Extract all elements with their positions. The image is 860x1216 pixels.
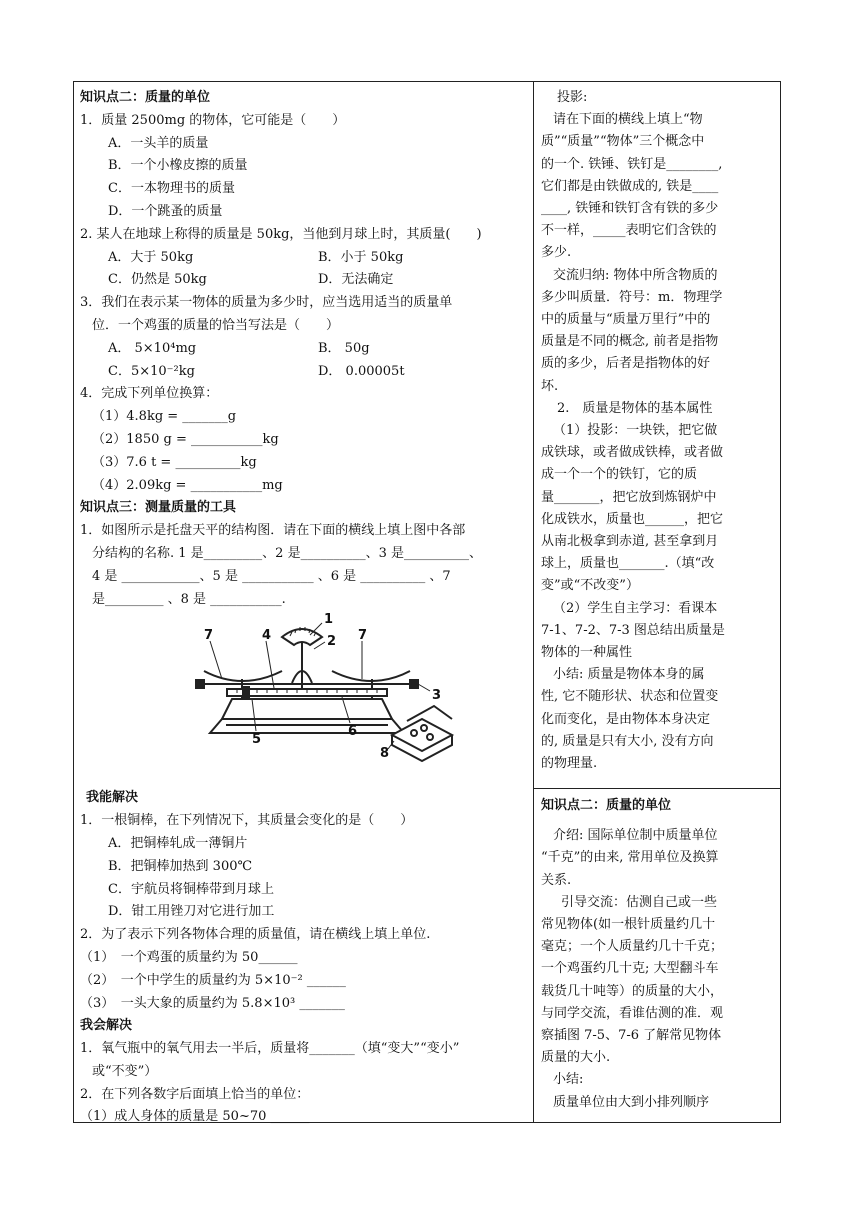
- section-title: 我能解决: [86, 790, 139, 806]
- option-text: D．钳工用锉刀对它进行加工: [108, 904, 275, 920]
- conversion-item: （2）1850 g = ___________kg: [92, 431, 279, 447]
- note-line: 变”或“不改变”）: [541, 578, 639, 594]
- fill-item: （2） 一个中学生的质量约为 5×10⁻² ______: [80, 972, 346, 988]
- note-line: 一个鸡蛋约几十克; 大型翻斗车: [541, 961, 719, 977]
- balance-base: [210, 699, 404, 733]
- note-line: 载货几十吨等）的质量的大小，: [541, 983, 724, 999]
- option-text: C．一本物理书的质量: [108, 181, 235, 197]
- note-line: 多少.: [541, 245, 572, 261]
- weights-box: [392, 706, 452, 761]
- diagram-label: 3: [432, 688, 442, 703]
- diagram-label: 4: [262, 628, 272, 643]
- note-line: ____, 铁锤和铁钉含有铁的多少: [541, 201, 719, 217]
- option-text: A． 5×10⁴mg: [108, 340, 197, 356]
- note-line: 引导交流：估测自己或一些: [561, 894, 718, 910]
- note-line: 察插图 7-5、7-6 了解常见物体: [541, 1028, 722, 1044]
- note-line: 质量的大小.: [541, 1050, 611, 1066]
- option-text: A．把铜棒轧成一薄铜片: [108, 835, 248, 851]
- note-line: 从南北极拿到赤道, 甚至拿到月: [541, 534, 719, 550]
- diagram-label: 6: [348, 724, 358, 739]
- note-line: 质量是不同的概念, 前者是指物: [541, 334, 719, 350]
- teaching-notes-column: [534, 82, 780, 1122]
- balance-beam: [196, 680, 418, 696]
- option-text: C．宇航员将铜棒带到月球上: [108, 881, 274, 897]
- note-line: 与同学交流，看谁估测的准．观: [541, 1005, 724, 1021]
- note-line: 球上，质量也_______.（填“改: [541, 556, 715, 572]
- question-text: 分结构的名称. 1 是_________、2 是__________、3 是__________、: [92, 545, 482, 561]
- section-title: 知识点二：质量的单位: [541, 798, 672, 813]
- diagram-label: 8: [380, 746, 390, 761]
- note-line: 关系.: [541, 872, 572, 888]
- option-text: D． 0.00005t: [318, 363, 405, 379]
- question-text: 是_________ 、8 是 ___________.: [92, 591, 286, 607]
- balance-rider: [242, 686, 250, 698]
- note-line: 中的质量与“质量万里行”中的: [541, 312, 711, 328]
- note-line: 的物理量.: [541, 756, 598, 772]
- note-line: 的, 质量是只有大小, 没有方向: [541, 733, 714, 749]
- diagram-label: 5: [252, 732, 262, 747]
- note-line: 小结:: [553, 1072, 584, 1088]
- note-line: （2）学生自主学习：看课本: [553, 600, 718, 616]
- note-line: 不一样，_____表明它们含铁的: [541, 223, 717, 239]
- section-title: 我会解决: [80, 1018, 133, 1034]
- note-line: 坏.: [541, 378, 559, 394]
- conversion-item: （4）2.09kg = ___________mg: [92, 477, 283, 493]
- option-text: A．大于 50kg: [108, 249, 194, 265]
- note-line: 介绍: 国际单位制中质量单位: [553, 828, 718, 844]
- question-text: 2. 某人在地球上称得的质量是 50kg，当他到月球上时，其质量( ): [80, 226, 482, 242]
- section-title: 知识点三：测量质量的工具: [80, 500, 237, 516]
- note-line: 它们都是由铁做成的, 铁是____: [541, 178, 719, 194]
- note-line: 的一个. 铁锤、铁钉是________,: [541, 156, 723, 172]
- teaching-notes-unit-section: [534, 788, 780, 1124]
- note-line: 成铁球，或者做成铁棒，或者做: [541, 445, 724, 461]
- section-title: 知识点二：质量的单位: [80, 90, 211, 105]
- option-text: C．5×10⁻²kg: [108, 363, 195, 379]
- note-line: 多少叫质量．符号：m．物理学: [541, 289, 723, 305]
- note-line: 化成铁水，质量也______，把它: [541, 511, 724, 527]
- question-text: 位．一个鸡蛋的质量的恰当写法是（ ）: [92, 317, 340, 333]
- note-line: 2. 质量是物体的基本属性: [557, 400, 713, 416]
- option-text: B． 50g: [318, 340, 370, 356]
- question-text: 1．质量 2500mg 的物体，它可能是（ ）: [80, 112, 346, 128]
- note-line: 请在下面的横线上填上“物: [553, 112, 703, 128]
- option-row: [80, 269, 533, 292]
- question-text: 1．如图所示是托盘天平的结构图．请在下面的横线上填上图中各部: [80, 523, 466, 539]
- note-line: “千克”的由来, 常用单位及换算: [541, 850, 719, 866]
- note-line: 常见物体(如一根针质量约几十: [541, 917, 716, 933]
- option-row: [80, 338, 533, 361]
- balance-scale-diagram: [182, 609, 482, 769]
- option-text: B．一个小橡皮擦的质量: [108, 158, 248, 174]
- balance-pointer: [282, 629, 322, 689]
- note-line: 成一个一个的铁钉，它的质: [541, 467, 698, 483]
- option-text: D．一个跳蚤的质量: [108, 203, 223, 219]
- diagram-label: 2: [327, 634, 337, 649]
- diagram-label: 7: [358, 628, 368, 643]
- option-row: [80, 361, 533, 384]
- fill-item: （1） 一个鸡蛋的质量约为 50______: [80, 949, 298, 965]
- note-line: 质量单位由大到小排列顺序: [553, 1094, 710, 1110]
- option-text: D．无法确定: [318, 272, 394, 288]
- note-line: 物体的一种属性: [541, 645, 633, 661]
- note-line: 7-1、7-2、7-3 图总结出质量是: [541, 622, 725, 638]
- question-text: 2．为了表示下列各物体合理的质量值，请在横线上填上单位.: [80, 927, 431, 943]
- note-line: 量_______，把它放到炼钢炉中: [541, 489, 717, 505]
- note-line: 性, 它不随形状、状态和位置变: [541, 689, 719, 705]
- question-text: 2．在下列各数字后面填上恰当的单位：: [80, 1086, 310, 1102]
- note-line: 质的多少，后者是指物体的好: [541, 356, 711, 372]
- exercise-column: [74, 82, 534, 1125]
- worksheet-table: [73, 81, 781, 1123]
- option-text: A．一头羊的质量: [108, 135, 209, 151]
- fill-item: （3） 一头大象的质量约为 5.8×10³ _______: [80, 995, 345, 1011]
- question-text: 3．我们在表示某一物体的质量为多少时，应当选用适当的质量单: [80, 295, 453, 311]
- fill-item: （1）成人身体的质量是 50~70 ______: [80, 1109, 310, 1125]
- note-line: 毫克；一个人质量约几十千克；: [541, 939, 724, 955]
- diagram-label: 1: [324, 612, 334, 627]
- option-text: B．小于 50kg: [318, 249, 404, 265]
- option-row: [80, 247, 533, 270]
- note-line: 小结: 质量是物体本身的属: [553, 667, 705, 683]
- question-text: 或“不变”）: [92, 1063, 158, 1079]
- note-line: 交流归纳: 物体中所含物质的: [553, 267, 718, 283]
- question-text: 4．完成下列单位换算：: [80, 386, 219, 402]
- conversion-item: （1）4.8kg = _______g: [92, 409, 237, 425]
- note-line: 质”“质量”“物体”三个概念中: [541, 134, 705, 150]
- option-text: C．仍然是 50kg: [108, 272, 207, 288]
- note-line: 投影:: [557, 90, 588, 105]
- question-text: 4 是 ____________、5 是 ___________ 、6 是 __________ 、7: [92, 568, 451, 584]
- note-line: （1）投影：一块铁，把它做: [553, 423, 718, 439]
- note-line: 化而变化，是由物体本身决定: [541, 711, 711, 727]
- option-text: B．把铜棒加热到 300℃: [108, 858, 253, 874]
- question-text: 1．一根铜棒，在下列情况下，其质量会变化的是（ ）: [80, 813, 414, 829]
- conversion-item: （3）7.6 t = __________kg: [92, 454, 257, 470]
- question-text: 1．氧气瓶中的氧气用去一半后，质量将_______（填“变大”“变小”: [80, 1041, 460, 1057]
- diagram-label: 7: [204, 628, 214, 643]
